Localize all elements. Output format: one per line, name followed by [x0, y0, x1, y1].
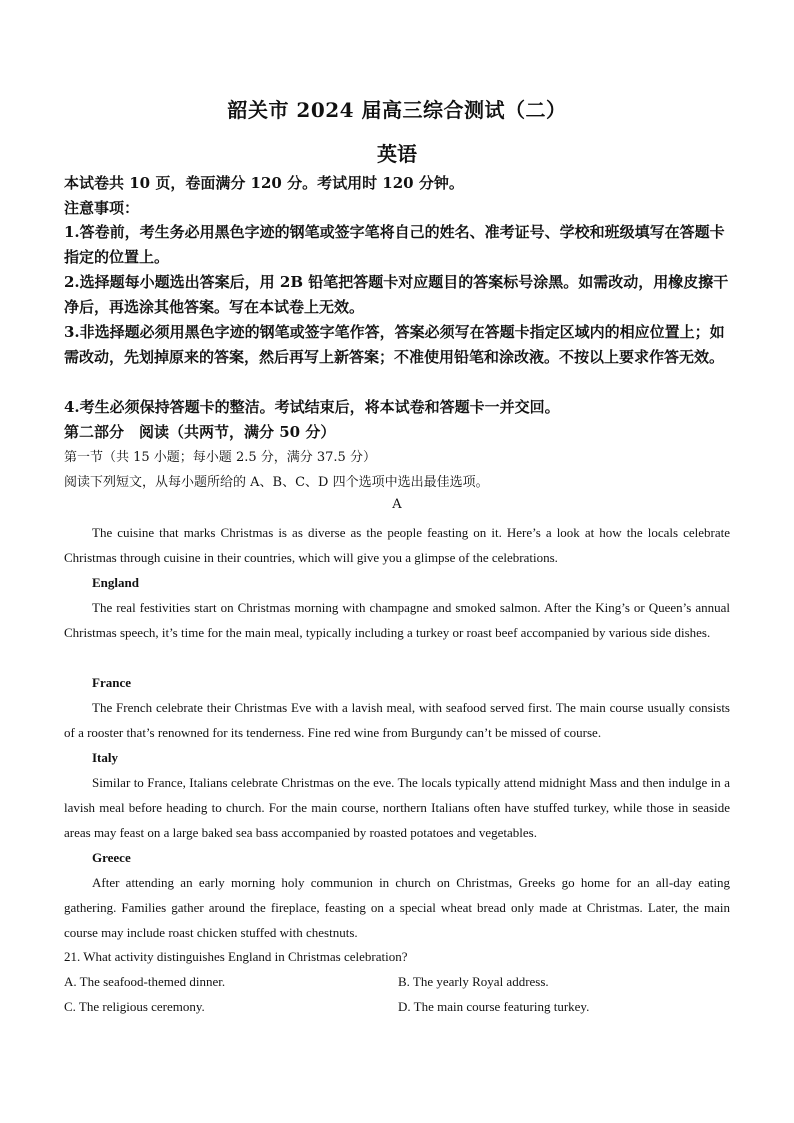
text-italy: Similar to France, Italians celebrate Christmas on the eve. The locals typically attend midnight Mass and then indulge in a lavish meal before heading to church. For the main course, northern Italians often have stuffed turkey, while those in seaside areas may feast on a large baked sea bass accompanied by roasted potatoes and vegetables.	[64, 775, 730, 840]
notice-item-4: 4.考生必须保持答题卡的整洁。考试结束后，将本试卷和答题卡一并交回。	[64, 398, 560, 416]
passage-intro: The cuisine that marks Christmas is as diverse as the people feasting on it. Here’s a look at how the locals celebrate Christmas through cuisine in their countries, which will give you a glimpse of the celebrations.	[64, 525, 730, 565]
notice-item-3: 3.非选择题必须用黑色字迹的钢笔或签字笔作答，答案必须写在答题卡指定区域内的相应位置上；如需改动，先划掉原来的答案，然后再写上新答案；不准使用铅笔和涂改液。不按以上要求作答无效。	[64, 323, 725, 366]
exam-title: 韶关市 2024 届高三综合测试（二）	[227, 98, 567, 122]
notice-title: 注意事项：	[64, 199, 140, 217]
heading-greece: Greece	[92, 850, 131, 865]
heading-france: France	[92, 675, 131, 690]
text-england: The real festivities start on Christmas morning with champagne and smoked salmon. After the King’s or Queen’s annual Christmas speech, it’s time for the main meal, typically including a turkey or roast beef accompanied by various side dishes.	[64, 600, 730, 640]
section-direction: 阅读下列短文，从每小题所给的 A、B、C、D 四个选项中选出最佳选项。	[64, 475, 489, 490]
heading-england: England	[92, 575, 139, 590]
passage-letter: A	[392, 497, 402, 512]
notice-item-2: 2.选择题每小题选出答案后，用 2B 铅笔把答题卡对应题目的答案标号涂黑。如需改动，用橡皮擦干净后，再选涂其他答案。写在本试卷上无效。	[64, 273, 729, 316]
notice-item-1: 1.答卷前，考生务必用黑色字迹的钢笔或签字笔将自己的姓名、准考证号、学校和班级填写在答题卡指定的位置上。	[64, 223, 725, 266]
question-21-option-c: C. The religious ceremony.	[64, 999, 205, 1014]
subject-title: 英语	[377, 142, 417, 166]
question-21-option-b: B. The yearly Royal address.	[398, 974, 549, 989]
question-21-option-d: D. The main course featuring turkey.	[398, 999, 590, 1014]
part-title: 第二部分 阅读（共两节，满分 50 分）	[64, 423, 336, 441]
question-21-option-a: A. The seafood-themed dinner.	[64, 974, 226, 989]
text-greece: After attending an early morning holy communion in church on Christmas, Greeks go home for an all-day eating gathering. Families gather around the fireplace, feasting on a special wheat bread only made at Christmas. Later, the main course may include roast chicken stuffed with chestnuts.	[64, 875, 730, 940]
question-21-stem: 21. What activity distinguishes England in Christmas celebration?	[64, 949, 408, 964]
heading-italy: Italy	[92, 750, 118, 765]
section-subtitle: 第一节（共 15 小题；每小题 2.5 分，满分 37.5 分）	[64, 450, 376, 465]
text-france: The French celebrate their Christmas Eve with a lavish meal, with seafood served first. The main course usually consists of a rooster that’s renowned for its tenderness. Fine red wine from Burgundy can’t be missed of course.	[64, 700, 730, 740]
exam-intro: 本试卷共 10 页，卷面满分 120 分。考试用时 120 分钟。	[64, 174, 464, 192]
